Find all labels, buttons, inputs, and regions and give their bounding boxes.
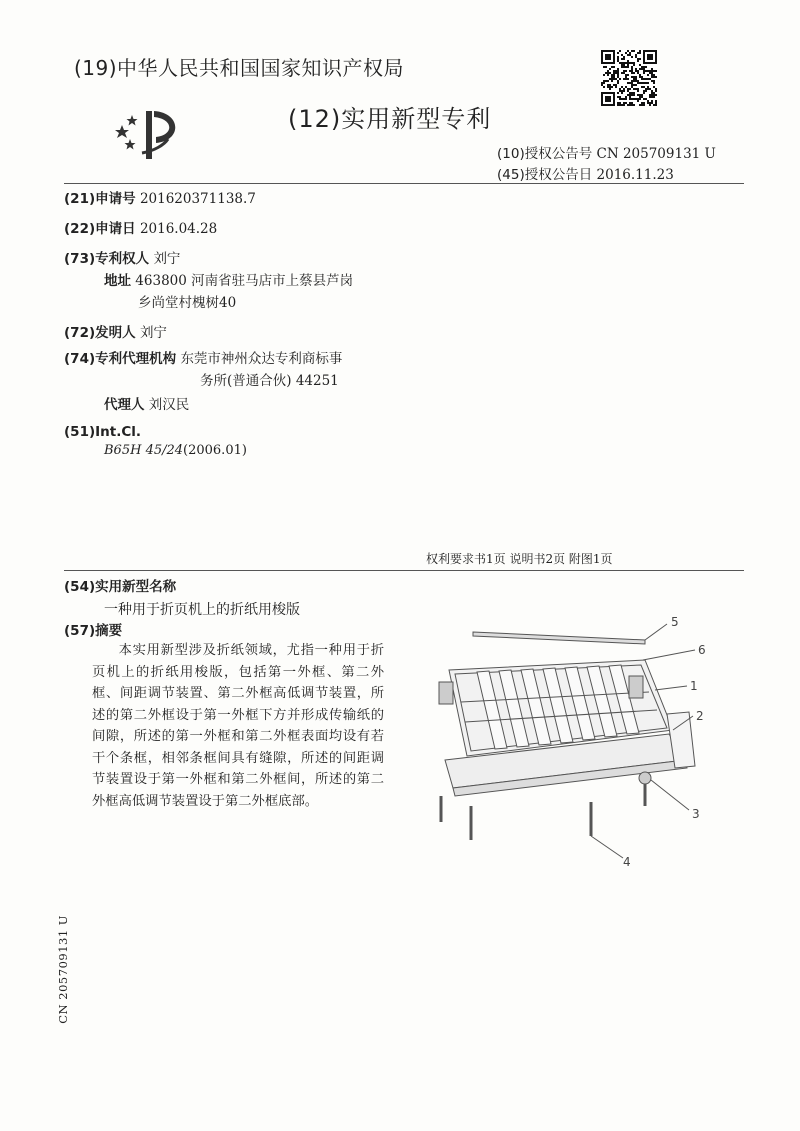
agency-line2: 务所(普通合伙) 44251 [200, 373, 339, 389]
inventor-label: (72)发明人 [64, 325, 136, 341]
side-publication-code: CN 205709131 U [56, 915, 70, 1024]
publication-date-value: 2016.11.23 [596, 167, 674, 183]
technical-drawing [405, 610, 735, 870]
agent-value: 刘汉民 [148, 397, 190, 413]
bib-address [104, 270, 353, 292]
title-label-text: (54)实用新型名称 [64, 579, 177, 595]
app-no-label: (21)申请号 [64, 191, 136, 207]
office-name: (19)中华人民共和国国家知识产权局 [74, 56, 405, 80]
figure-label-1: 1 [690, 679, 698, 693]
figure-label-2: 2 [696, 709, 704, 723]
utility-model-title: 一种用于折页机上的折纸用梭版 [104, 602, 300, 618]
publication-number-label: (10)授权公告号 [497, 146, 593, 162]
patentee-value: 刘宁 [153, 251, 181, 267]
inventor-value: 刘宁 [139, 325, 167, 341]
header-rule [64, 183, 744, 184]
bib-agency [64, 348, 342, 370]
abstract-label [64, 620, 122, 642]
abstract-label-text: (57)摘要 [64, 623, 123, 639]
figure-label-4: 4 [623, 855, 631, 869]
bib-patentee [64, 248, 180, 270]
figure-label-3: 3 [692, 807, 700, 821]
bib-inventor [64, 322, 167, 344]
agency-line1: 东莞市神州众达专利商标事 [180, 351, 343, 367]
middle-rule [64, 570, 744, 571]
ipc-classification [104, 443, 247, 458]
abstract-text: 本实用新型涉及折纸领域，尤指一种用于折页机上的折纸用梭版，包括第一外框、第二外框、间距调节装置、第二外框高低调节装置，所述的第二外框设于第一外框下方并形成传输纸的间隙，所述的第一外框和第二外框表面均设有若干个条框，相邻条框间具有缝隙，所述的间距调节装置设于第一外框和第二外框间，所述的第二外框高低调节装置设于第二外框底部。 [92, 643, 384, 809]
bib-app-no [64, 188, 256, 210]
publication-date-label: (45)授权公告日 [497, 167, 593, 183]
address-line1: 463800 河南省驻马店市上蔡县芦岗 [135, 273, 354, 289]
agency-label: (74)专利代理机构 [64, 351, 177, 367]
cnipa-logo-icon [112, 103, 192, 163]
patentee-label: (73)专利权人 [64, 251, 150, 267]
title-label [64, 576, 176, 598]
app-no-value: 201620371138.7 [139, 191, 256, 207]
qr-code-icon [601, 50, 657, 106]
publication-date [497, 163, 674, 183]
app-date-value: 2016.04.28 [139, 221, 218, 237]
publication-number [497, 142, 716, 162]
publication-number-value: CN 205709131 U [596, 146, 716, 162]
page-count-info: 权利要求书1页 说明书2页 附图1页 [426, 552, 613, 566]
document-type: (12)实用新型专利 [288, 105, 492, 133]
figure-label-6: 6 [698, 643, 706, 657]
ipc-code: B65H 45/24 [104, 443, 184, 458]
figure-label-5: 5 [671, 615, 679, 629]
bib-app-date [64, 218, 217, 240]
ipc-label: (51)Int.Cl. [64, 424, 142, 440]
agent-label: 代理人 [104, 397, 145, 413]
bib-agent [104, 394, 189, 416]
address-line2: 乡尚堂村槐树40 [138, 295, 237, 311]
address-label: 地址 [104, 273, 131, 289]
bib-ipc [64, 421, 141, 443]
ipc-year: (2006.01) [183, 443, 247, 458]
app-date-label: (22)申请日 [64, 221, 136, 237]
